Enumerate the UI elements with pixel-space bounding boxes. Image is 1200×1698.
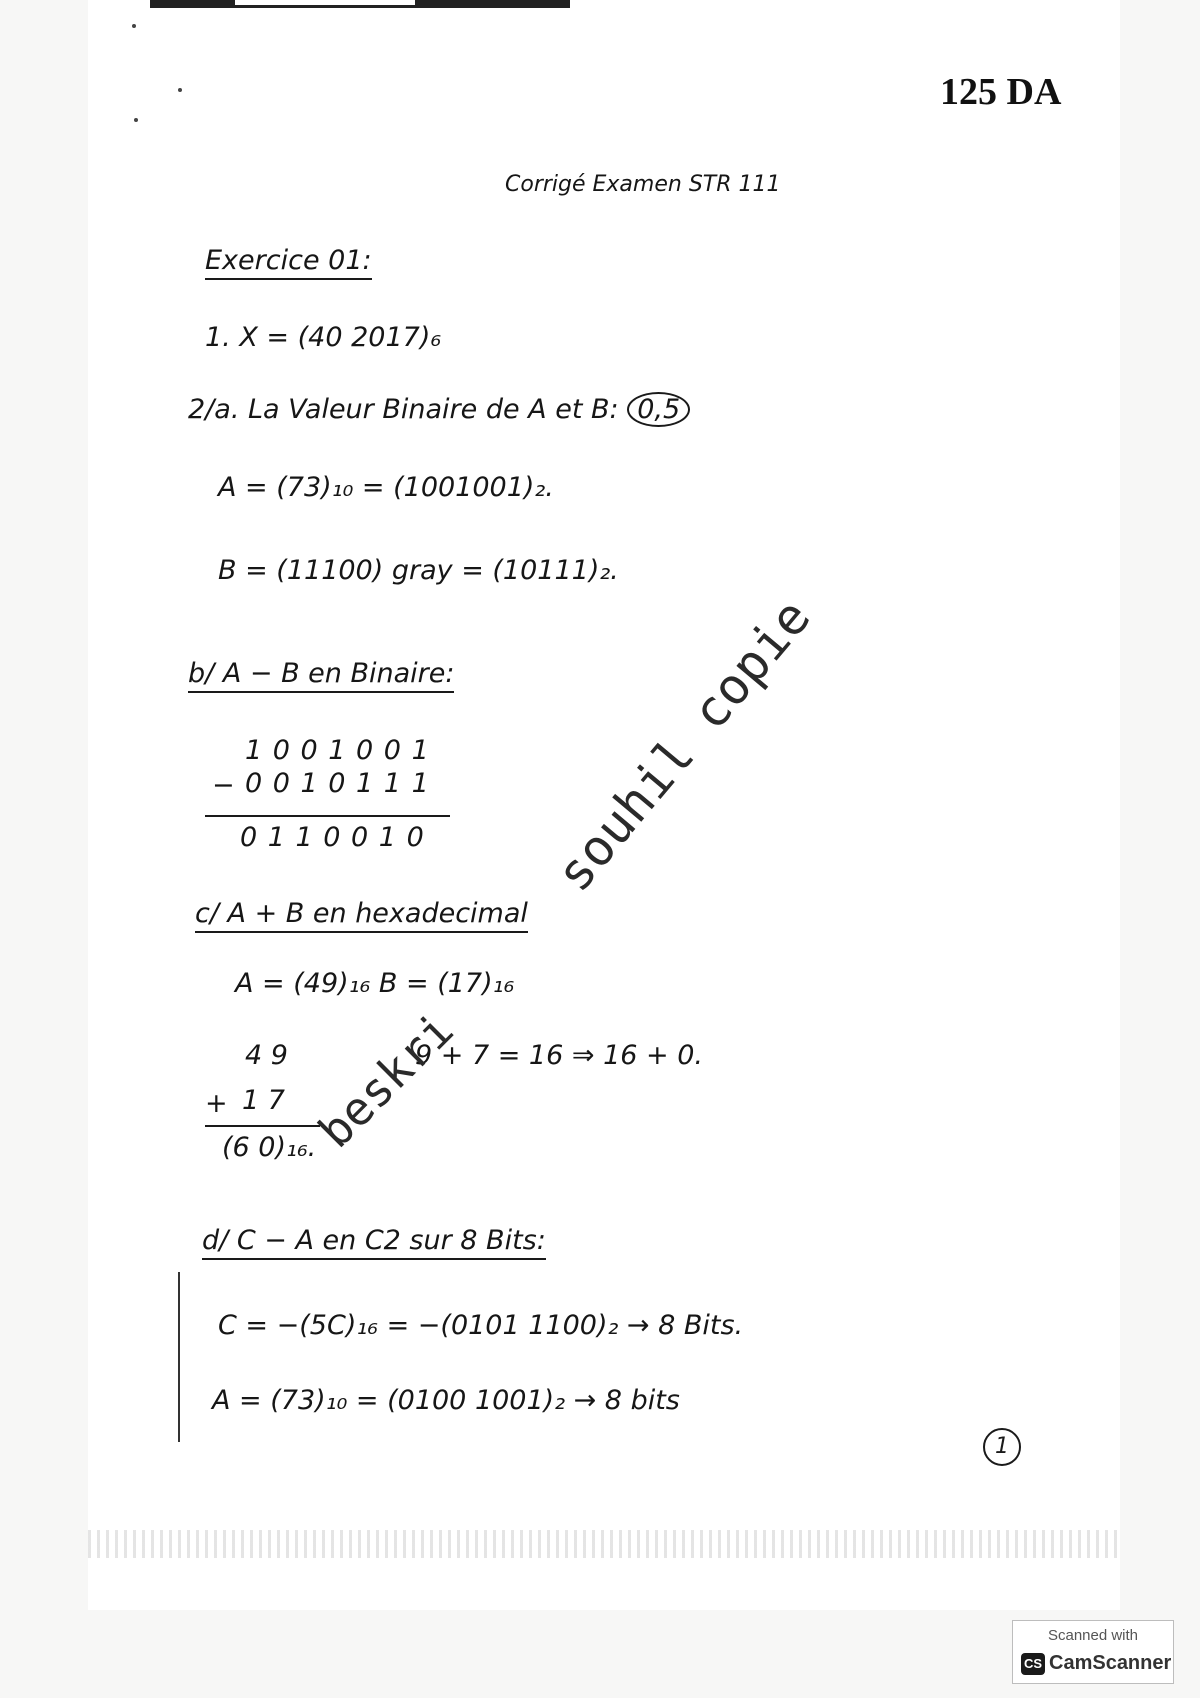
- a-8bit-value: A = (73)₁₀ = (0100 1001)₂ → 8 bits: [212, 1385, 680, 1416]
- scan-speck: [132, 24, 136, 28]
- question-1: 1. X = (40 2017)₆: [205, 322, 442, 353]
- page-title: Corrigé Examen STR 111: [505, 172, 781, 197]
- add-rule: [205, 1125, 320, 1127]
- b-binary-value: B = (11100) gray = (10111)₂.: [218, 555, 619, 586]
- question-2d: d/ C − A en C2 sur 8 Bits:: [202, 1225, 546, 1256]
- camscanner-name: CamScanner: [1049, 1652, 1172, 1674]
- question-2c: c/ A + B en hexadecimal: [195, 898, 528, 929]
- scan-noise: [88, 1530, 1120, 1558]
- exercise-heading: Exercice 01:: [205, 245, 372, 276]
- scan-speck: [134, 118, 138, 122]
- price-label: 125 DA: [940, 71, 1062, 113]
- sub-rule: [205, 815, 450, 817]
- sub-row-2: 0 0 1 0 1 1 1: [245, 768, 430, 799]
- watermark-beskri: beskri: [308, 1002, 464, 1159]
- add-result: (6 0)₁₆.: [222, 1132, 317, 1163]
- question-2a: 2/a. La Valeur Binaire de A et B: 0,5: [188, 392, 690, 427]
- a-binary-value: A = (73)₁₀ = (1001001)₂.: [218, 472, 554, 503]
- camscanner-badge: [1012, 1620, 1174, 1684]
- scan-edge-gap: [235, 0, 415, 5]
- camscanner-caption: Scanned with: [1047, 1627, 1139, 1644]
- plus-sign: +: [205, 1088, 228, 1119]
- watermark-souhil: souhil copie: [545, 588, 822, 903]
- question-2b: b/ A − B en Binaire:: [188, 658, 454, 689]
- page-number: 1: [983, 1428, 1021, 1466]
- add-note: 9 + 7 = 16 ⇒ 16 + 0.: [415, 1040, 703, 1071]
- c-value: C = −(5C)₁₆ = −(0101 1100)₂ → 8 Bits.: [218, 1310, 744, 1341]
- minus-sign: −: [212, 770, 235, 801]
- sub-row-1: 1 0 0 1 0 0 1: [245, 735, 430, 766]
- mark-badge: 0,5: [627, 392, 690, 427]
- sub-result: 0 1 1 0 0 1 0: [240, 822, 425, 853]
- scan-speck: [178, 88, 182, 92]
- margin-line: [178, 1272, 180, 1442]
- hex-values: A = (49)₁₆ B = (17)₁₆: [235, 968, 515, 999]
- camscanner-logo-icon: CS: [1021, 1653, 1045, 1675]
- add-row-1: 4 9: [245, 1040, 288, 1071]
- add-row-2: 1 7: [242, 1085, 285, 1116]
